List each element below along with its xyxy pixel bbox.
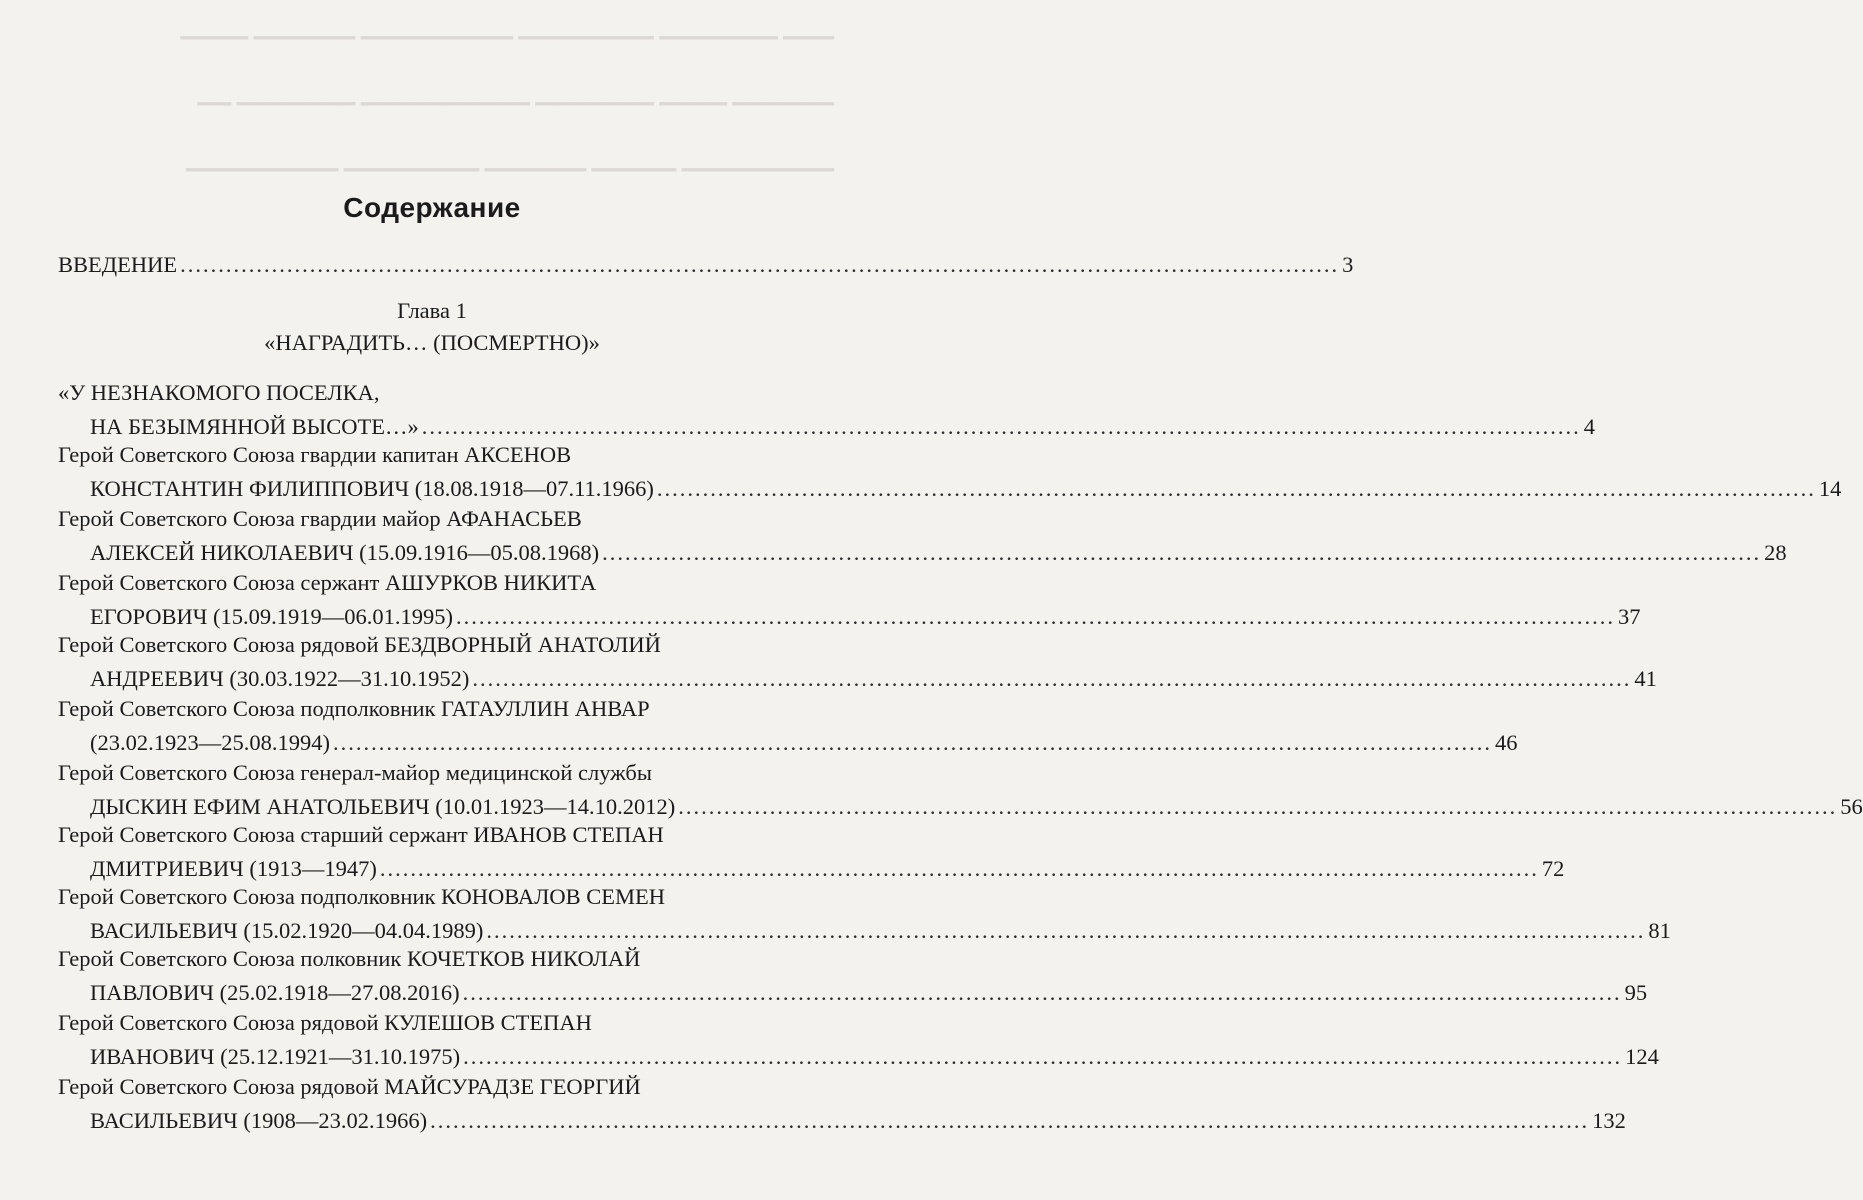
toc-entry-subtitle: ДМИТРИЕВИЧ (1913—1947) [90, 856, 377, 881]
toc-entry-subtitle: АНДРЕЕВИЧ (30.03.1922—31.10.1952) [90, 666, 470, 691]
dot-leader: ........................................................................................................................................................ [455, 604, 1615, 629]
toc-entry [58, 502, 1787, 570]
toc-entry-title: Герой Советского Союза сержант АШУРКОВ НИКИТА [58, 570, 597, 595]
dot-leader: ........................................................................................................................................................ [333, 730, 1492, 755]
toc-page: 46 [1495, 730, 1518, 755]
toc-page: 95 [1624, 980, 1648, 1005]
toc-entry-subtitle: ДЫСКИН ЕФИМ АНАТОЛЬЕВИЧ (10.01.1923—14.10.2012) [90, 794, 676, 819]
toc-page: 41 [1634, 666, 1657, 691]
toc-page: 28 [1764, 540, 1787, 565]
toc-entry-subtitle: ВАСИЛЬЕВИЧ (15.02.1920—04.04.1989) [90, 918, 484, 943]
toc-label: ВВЕДЕНИЕ [58, 252, 178, 277]
dot-leader: ........................................................................................................................................................ [602, 540, 1762, 565]
toc-page: 56 [1840, 794, 1863, 819]
dot-leader: ........................................................................................................................................................ [379, 856, 1539, 881]
toc-entry-title: Герой Советского Союза рядовой БЕЗДВОРНЫЙ АНАТОЛИЙ [58, 632, 661, 657]
toc-entry-subtitle: КОНСТАНТИН ФИЛИППОВИЧ (18.08.1918—07.11.1966) [90, 476, 654, 501]
dot-leader: ........................................................................................................................................................ [472, 666, 1632, 691]
toc-entry-title: Герой Советского Союза подполковник КОНОВАЛОВ СЕМЕН [58, 884, 665, 909]
toc-entry-subtitle: НА БЕЗЫМЯННОЙ ВЫСОТЕ…» [90, 414, 419, 439]
bleed-through: ▁▁▁ ▁▁▁▁▁▁▁ ▁▁▁▁▁▁▁▁ ▁▁▁▁▁▁▁▁▁ ▁▁▁▁▁▁ ▁▁▁▁ [180, 14, 834, 39]
toc-intro [58, 248, 1354, 282]
toc-entry [58, 376, 1595, 444]
toc-entry-subtitle: ПАВЛОВИЧ (25.02.1918—27.08.2016) [90, 980, 460, 1005]
toc-entry-subtitle: АЛЕКСЕЙ НИКОЛАЕВИЧ (15.09.1916—05.08.1968) [90, 540, 600, 565]
toc-entry [58, 1070, 1626, 1138]
toc-page: 81 [1648, 918, 1671, 943]
toc-page: 14 [1818, 476, 1842, 501]
toc-entry-title: Герой Советского Союза рядовой КУЛЕШОВ СТЕПАН [58, 1010, 592, 1035]
dot-leader: ........................................................................................................................................................ [678, 794, 1838, 819]
toc-entry [58, 1006, 1659, 1074]
dot-leader: ........................................................................................................................................................ [486, 918, 1646, 943]
toc-page: 72 [1541, 856, 1565, 881]
toc-entry [58, 438, 1842, 506]
dot-leader: ........................................................................................................................................................ [656, 476, 1816, 501]
page-title: Содержание [343, 192, 521, 223]
toc-entry-subtitle: (23.02.1923—25.08.1994) [90, 730, 330, 755]
toc-page: 3 [1342, 252, 1354, 277]
dot-leader: ........................................................................................................................................................ [463, 1044, 1623, 1069]
toc-entry-subtitle: ВАСИЛЬЕВИЧ (1908—23.02.1966) [90, 1108, 428, 1133]
toc-entry [58, 818, 1565, 886]
toc-entry-subtitle: ИВАНОВИЧ (25.12.1921—31.10.1975) [90, 1044, 461, 1069]
toc-entry-title: Герой Советского Союза рядовой МАЙСУРАДЗЕ ГЕОРГИЙ [58, 1074, 641, 1099]
toc-entry-title: Герой Советского Союза гвардии капитан АКСЕНОВ [58, 442, 572, 467]
dot-leader: ........................................................................................................................................................ [430, 1108, 1590, 1133]
toc-page: 132 [1592, 1108, 1626, 1133]
toc-page: 4 [1583, 414, 1595, 439]
chapter-title: «НАГРАДИТЬ… (ПОСМЕРТНО)» [264, 330, 600, 355]
toc-page: 37 [1617, 604, 1641, 629]
bleed-through: ▁▁▁▁▁▁▁▁▁ ▁▁▁▁▁ ▁▁▁▁▁▁ ▁▁▁▁▁▁▁▁ ▁▁▁▁▁▁▁▁▁ [185, 146, 834, 171]
toc-entry-title: «У НЕЗНАКОМОГО ПОСЕЛКА, [58, 380, 380, 405]
toc-entry-title: Герой Советского Союза генерал-майор медицинской службы [58, 760, 652, 785]
toc-page: 124 [1625, 1044, 1659, 1069]
dot-leader: ........................................................................................................................................................ [462, 980, 1622, 1005]
chapter-label: Глава 1 [397, 298, 467, 323]
toc-entry-subtitle: ЕГОРОВИЧ (15.09.1919—06.01.1995) [90, 604, 453, 629]
toc-entry-title: Герой Советского Союза подполковник ГАТАУЛЛИН АНВАР [58, 696, 650, 721]
toc-entry-title: Герой Советского Союза гвардии майор АФАНАСЬЕВ [58, 506, 582, 531]
toc-entry-title: Герой Советского Союза полковник КОЧЕТКОВ НИКОЛАЙ [58, 946, 641, 971]
toc-entry [58, 756, 1863, 824]
toc-entry [58, 880, 1671, 948]
toc-entry [58, 628, 1657, 696]
dot-leader: ........................................................................................................................................................ [180, 252, 1340, 277]
toc-entry [58, 692, 1518, 760]
bleed-through: ▁▁▁▁▁▁ ▁▁▁▁ ▁▁▁▁▁▁▁ ▁▁▁▁▁▁▁▁▁▁ ▁▁▁▁▁▁▁ ▁▁ [197, 80, 834, 105]
toc-entry [58, 942, 1648, 1010]
toc-entry [58, 566, 1641, 634]
dot-leader: ........................................................................................................................................................ [421, 414, 1581, 439]
toc-entry-title: Герой Советского Союза старший сержант ИВАНОВ СТЕПАН [58, 822, 664, 847]
